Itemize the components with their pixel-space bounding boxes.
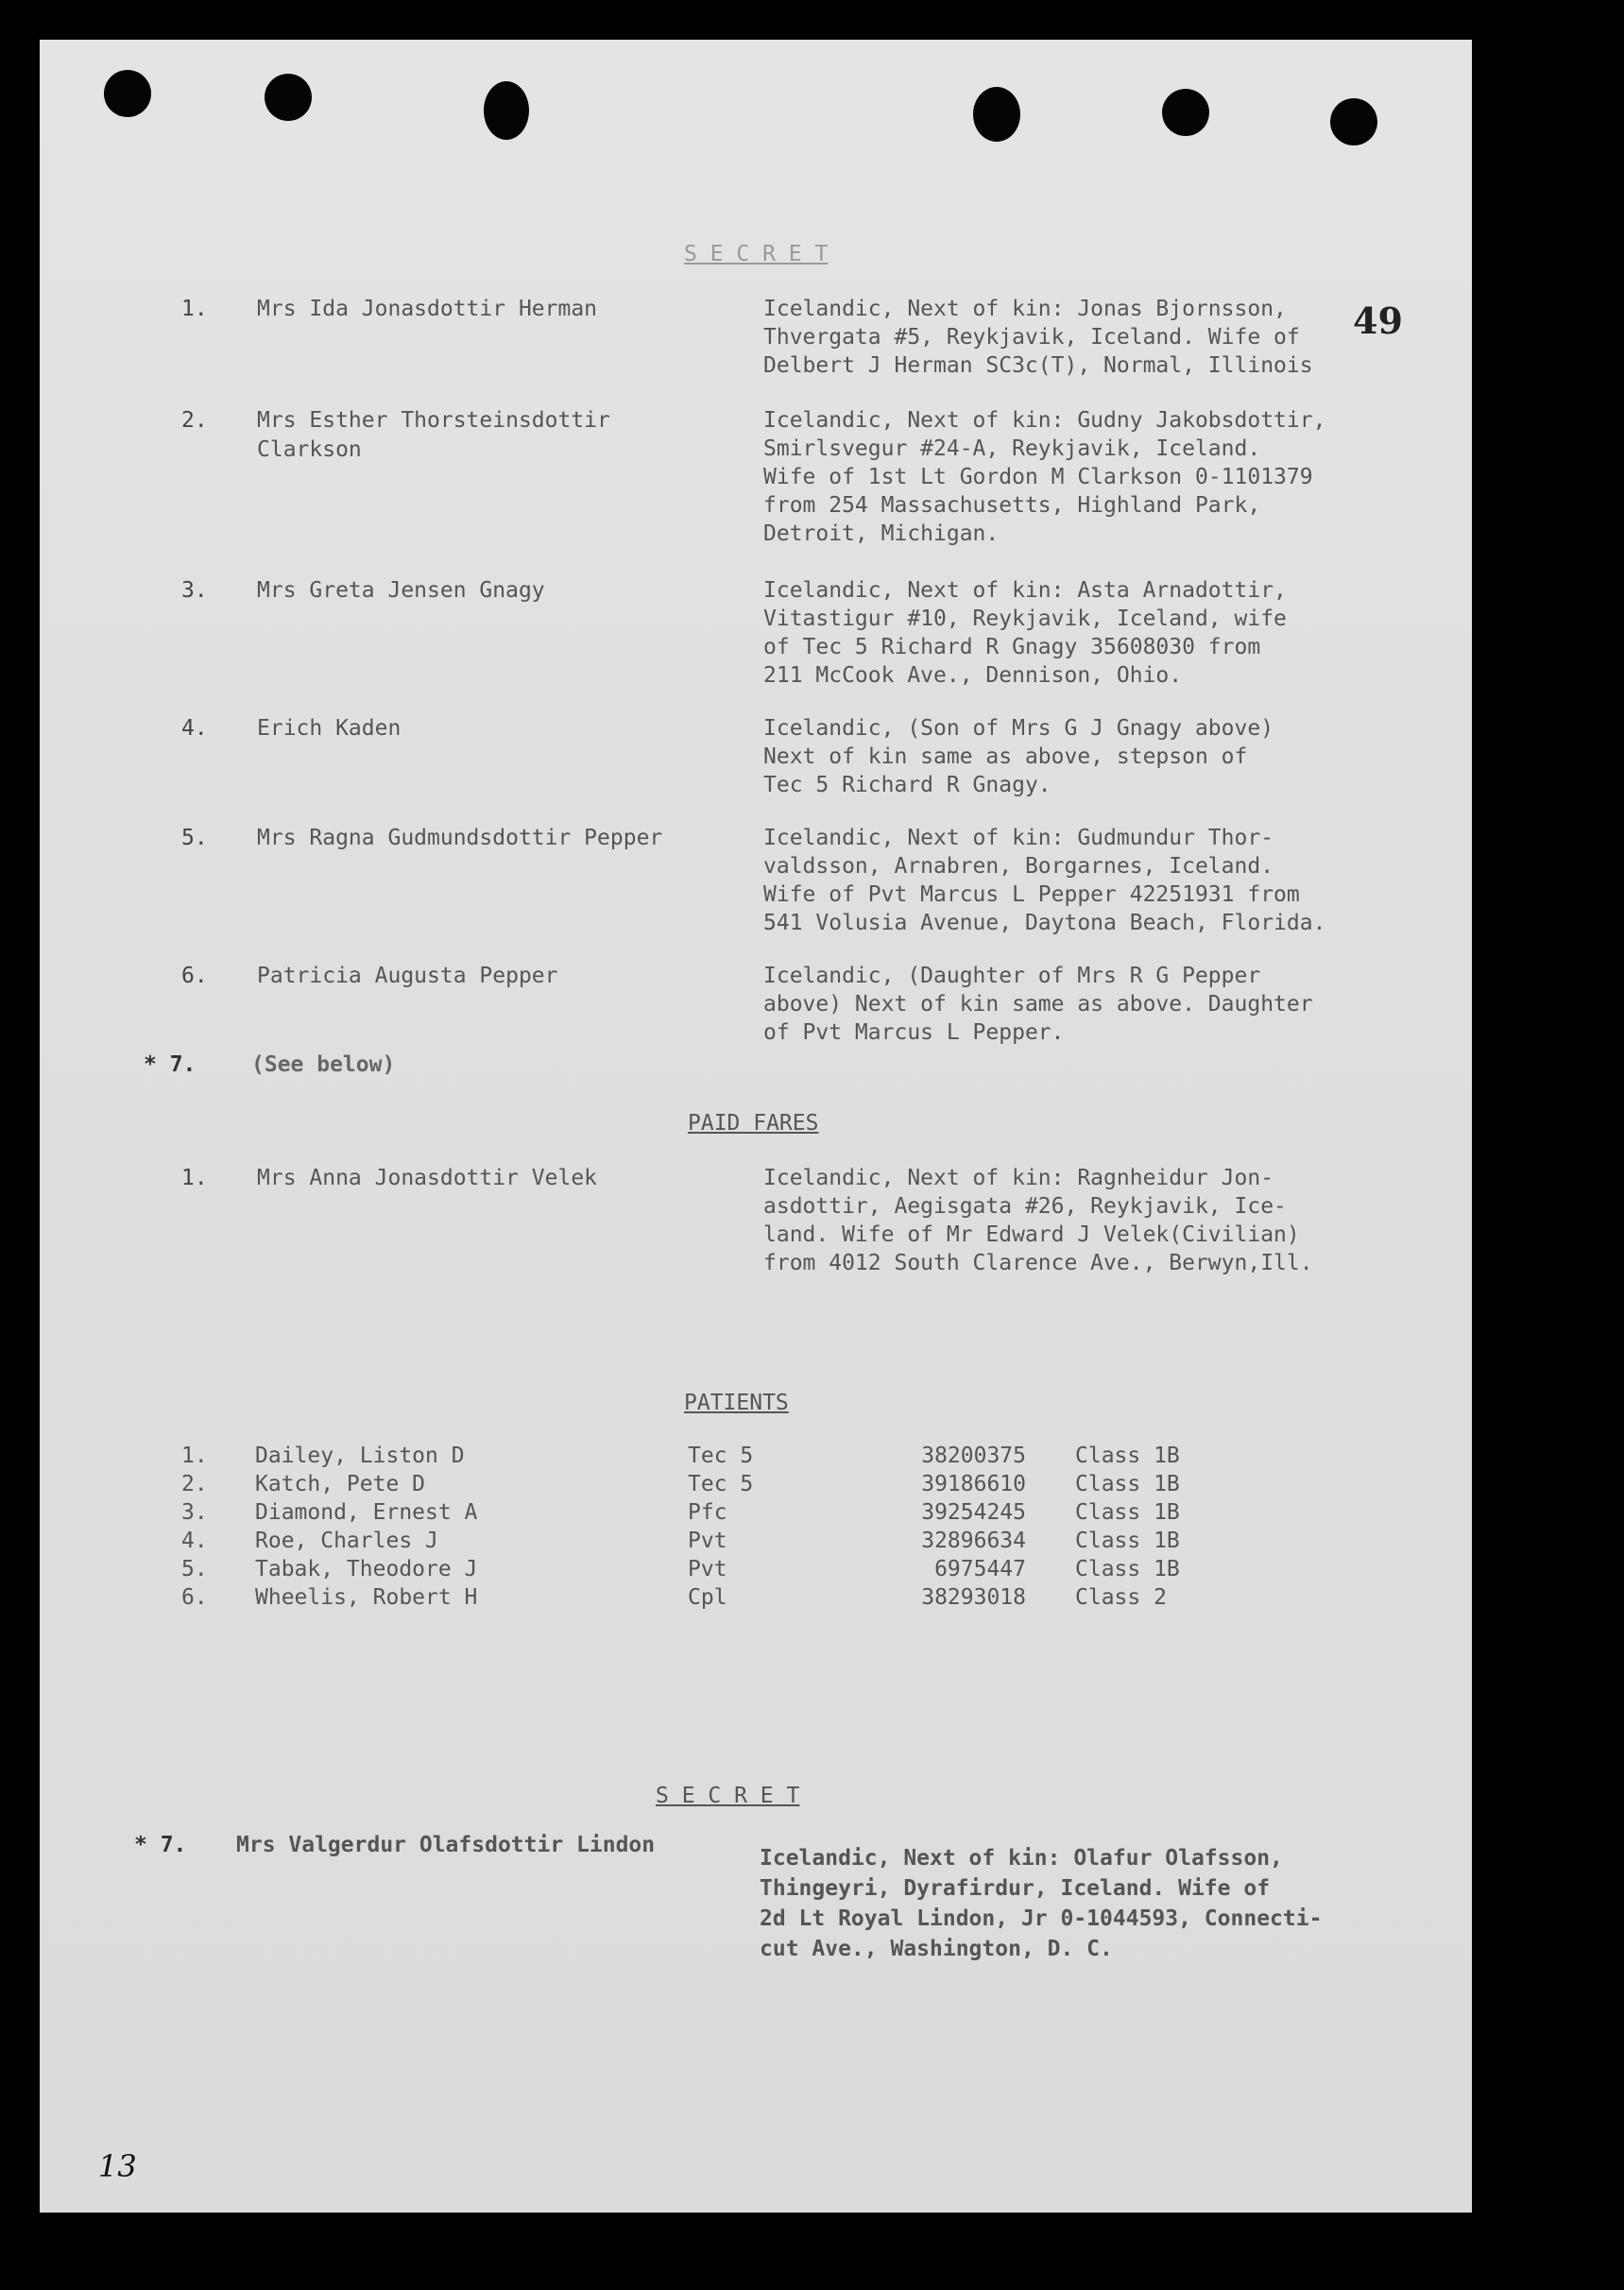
patient-rank: Tec 5 [688, 1472, 754, 1496]
entry-description-line: above) Next of kin same as above. Daughter [763, 992, 1313, 1017]
punch-hole-2 [265, 74, 312, 121]
handwritten-page-number: 13 [98, 2148, 137, 2184]
patient-serial: 39186610 [921, 1472, 1026, 1496]
entry-description-line: Icelandic, Next of kin: Jonas Bjornsson, [763, 297, 1287, 321]
entry-description-line: Icelandic, (Daughter of Mrs R G Pepper [763, 964, 1261, 988]
entry-description-line: Next of kin same as above, stepson of [763, 744, 1248, 769]
paid-fare-description-line: asdottir, Aegisgata #26, Reykjavik, Ice- [763, 1194, 1287, 1219]
patients-heading: PATIENTS [684, 1391, 789, 1415]
patient-class: Class 1B [1075, 1529, 1180, 1553]
patient-class: Class 1B [1075, 1557, 1180, 1581]
paid-fare-description-line: Icelandic, Next of kin: Ragnheidur Jon- [763, 1166, 1274, 1190]
page-number: 49 [1353, 299, 1403, 342]
document-page [40, 40, 1472, 2213]
patient-name: Wheelis, Robert H [255, 1585, 478, 1610]
entry-description-line: 541 Volusia Avenue, Daytona Beach, Florida. [763, 911, 1326, 935]
patient-number: 3. [181, 1500, 208, 1525]
entry-name: Mrs Ragna Gudmundsdottir Pepper [257, 826, 663, 850]
entry-number: 4. [181, 716, 208, 741]
patient-class: Class 1B [1075, 1472, 1180, 1496]
header-secret-stamp: S E C R E T [684, 242, 829, 266]
entry-7-description-line: Thingeyri, Dyrafirdur, Iceland. Wife of [760, 1876, 1271, 1901]
patient-rank: Pfc [688, 1500, 727, 1525]
punch-hole-3 [484, 81, 529, 140]
entry-number: 3. [181, 578, 208, 603]
entry-7-name: Mrs Valgerdur Olafsdottir Lindon [236, 1833, 656, 1857]
paid-fare-name: Mrs Anna Jonasdottir Velek [257, 1166, 598, 1190]
patient-serial: 32896634 [921, 1529, 1026, 1553]
entry-description-line: Icelandic, Next of kin: Gudmundur Thor- [763, 826, 1274, 850]
entry-number: 2. [181, 408, 208, 433]
patient-number: 1. [181, 1444, 208, 1468]
punch-hole-4 [973, 87, 1020, 142]
entry-number: 6. [181, 964, 208, 988]
paid-fare-description-line: land. Wife of Mr Edward J Velek(Civilian) [763, 1222, 1300, 1247]
entry-description-line: Vitastigur #10, Reykjavik, Iceland, wife [763, 607, 1287, 631]
entry-description-line: Wife of 1st Lt Gordon M Clarkson 0-1101379 [763, 465, 1313, 489]
entry-7-ref-number: * 7. [144, 1052, 197, 1077]
patient-class: Class 1B [1075, 1444, 1180, 1468]
patient-rank: Pvt [688, 1529, 727, 1553]
patient-serial: 6975447 [934, 1557, 1026, 1581]
entry-name: Mrs Greta Jensen Gnagy [257, 578, 545, 603]
patient-name: Katch, Pete D [255, 1472, 426, 1496]
patient-number: 6. [181, 1585, 208, 1610]
patient-name: Dailey, Liston D [255, 1444, 465, 1468]
entry-7-description-line: 2d Lt Royal Lindon, Jr 0-1044593, Connecti- [760, 1906, 1323, 1931]
patient-number: 5. [181, 1557, 208, 1581]
entry-7-description-line: cut Ave., Washington, D. C. [760, 1937, 1113, 1961]
punch-hole-5 [1162, 89, 1209, 136]
patient-rank: Cpl [688, 1585, 727, 1610]
paid-fare-description-line: from 4012 South Clarence Ave., Berwyn,Ill. [763, 1251, 1313, 1275]
entry-name: Patricia Augusta Pepper [257, 964, 558, 988]
punch-hole-1 [104, 70, 151, 117]
entry-description-line: Thvergata #5, Reykjavik, Iceland. Wife of [763, 325, 1300, 350]
patient-class: Class 1B [1075, 1500, 1180, 1525]
entry-name: Mrs Ida Jonasdottir Herman [257, 297, 598, 321]
entry-description-line: Icelandic, Next of kin: Gudny Jakobsdottir, [763, 408, 1326, 433]
patient-name: Diamond, Ernest A [255, 1500, 478, 1525]
entry-description-line: 211 McCook Ave., Dennison, Ohio. [763, 663, 1183, 688]
footer-secret-stamp: S E C R E T [656, 1784, 800, 1808]
entry-7-description-line: Icelandic, Next of kin: Olafur Olafsson, [760, 1846, 1283, 1871]
entry-description-line: Delbert J Herman SC3c(T), Normal, Illinois [763, 353, 1313, 378]
patient-rank: Tec 5 [688, 1444, 754, 1468]
patient-serial: 38200375 [921, 1444, 1026, 1468]
patient-serial: 39254245 [921, 1500, 1026, 1525]
entry-description-line: from 254 Massachusetts, Highland Park, [763, 493, 1261, 518]
punch-hole-6 [1330, 98, 1377, 145]
entry-description-line: Icelandic, (Son of Mrs G J Gnagy above) [763, 716, 1274, 741]
entry-description-line: Smirlsvegur #24-A, Reykjavik, Iceland. [763, 436, 1261, 461]
paid-fare-number: 1. [181, 1166, 208, 1190]
entry-description-line: of Tec 5 Richard R Gnagy 35608030 from [763, 635, 1261, 659]
entry-description-line: Wife of Pvt Marcus L Pepper 42251931 from [763, 882, 1300, 907]
paid-fares-heading: PAID FARES [688, 1111, 819, 1136]
patient-rank: Pvt [688, 1557, 727, 1581]
entry-description-line: Tec 5 Richard R Gnagy. [763, 773, 1051, 797]
entry-7-number: * 7. [134, 1833, 187, 1857]
patient-name: Roe, Charles J [255, 1529, 438, 1553]
patient-serial: 38293018 [921, 1585, 1026, 1610]
entry-name: Mrs Esther Thorsteinsdottir Clarkson [257, 408, 610, 462]
entry-description-line: of Pvt Marcus L Pepper. [763, 1020, 1065, 1045]
entry-number: 1. [181, 297, 208, 321]
patient-name: Tabak, Theodore J [255, 1557, 478, 1581]
patient-class: Class 2 [1075, 1585, 1167, 1610]
patient-number: 2. [181, 1472, 208, 1496]
entry-7-ref-text: (See below) [251, 1052, 396, 1077]
patient-number: 4. [181, 1529, 208, 1553]
entry-description-line: Detroit, Michigan. [763, 521, 1000, 546]
entry-description-line: Icelandic, Next of kin: Asta Arnadottir, [763, 578, 1287, 603]
entry-description-line: valdsson, Arnabren, Borgarnes, Iceland. [763, 854, 1274, 879]
entry-name: Erich Kaden [257, 716, 402, 741]
entry-number: 5. [181, 826, 208, 850]
